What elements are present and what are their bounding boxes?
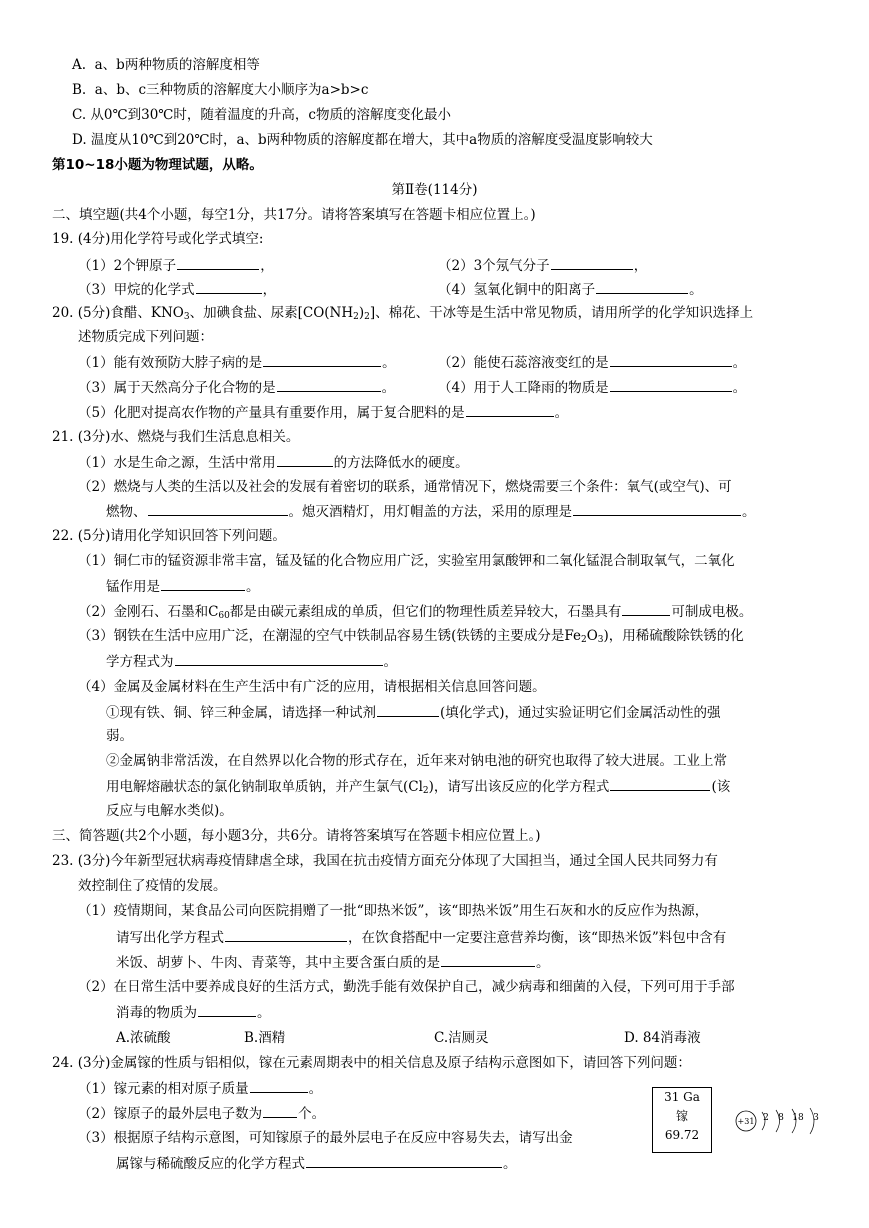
- answer-blank[interactable]: [610, 776, 710, 791]
- q20-part5: [78, 402, 568, 423]
- element-mass: 69.72: [664, 1128, 700, 1142]
- answer-blank[interactable]: [198, 1002, 256, 1017]
- q19-part2-text: （2）3个氖气分子: [438, 258, 550, 274]
- section2-heading: 二、填空题(共4个小题，每空1分，共17分。请将答案填写在答题卡相应位置上。): [52, 207, 536, 223]
- q19-part1: [78, 255, 274, 276]
- element-number-symbol: 31 Ga: [664, 1090, 700, 1104]
- q20-stem-text: 、加碘食盐、尿素[CO(NH: [189, 305, 354, 321]
- answer-blank[interactable]: [441, 952, 535, 967]
- shell-electrons: 8: [778, 1113, 784, 1123]
- q22-part3-text: )，用稀硫酸除铁锈的化: [603, 628, 744, 644]
- q19-part3: [78, 279, 276, 300]
- q20-stem-text: 20. (5分)食醋、KNO: [52, 305, 184, 321]
- subscript: 2: [422, 786, 429, 796]
- punct: ，: [262, 282, 277, 298]
- punct: 。: [246, 579, 260, 595]
- shell-electrons: 2: [763, 1113, 769, 1123]
- q20-part4-text: （4）用于人工降雨的物质是: [438, 380, 609, 396]
- q19-part2: [438, 255, 647, 276]
- punct: ，: [633, 258, 648, 274]
- q24-part2: [78, 1103, 325, 1124]
- answer-blank[interactable]: [225, 927, 347, 942]
- q23-option-a: A.浓硫酸: [116, 1030, 171, 1046]
- q23-part1-text: ，在饮食搭配中一定要注意营养均衡，该“即热米饭”料包中含有: [348, 930, 727, 946]
- q20-stem-cont: 述物质完成下列问题：: [78, 329, 213, 345]
- answer-blank[interactable]: [148, 501, 288, 516]
- subscript: 2: [364, 312, 370, 322]
- q23-option-b: B.酒精: [244, 1030, 286, 1046]
- q21-stem: 21. (3分)水、燃烧与我们生活息息相关。: [52, 429, 300, 445]
- punct: 。: [742, 504, 756, 520]
- q22-part3-text: （3）钢铁在生活中应用广泛，在潮湿的空气中铁制品容易生锈(铁锈的主要成分是Fe: [78, 628, 581, 644]
- shell-electrons: 3: [813, 1113, 819, 1123]
- q9-option-d: D. 温度从10℃到20℃时，a、b两种物质的溶解度都在增大，其中a物质的溶解度受温度影响较大: [72, 132, 653, 148]
- q23-part1-text: 请写出化学方程式: [116, 930, 224, 946]
- q9-option-c: C. 从0℃到30℃时，随着温度的升高，c物质的溶解度变化最小: [72, 107, 451, 123]
- q20-part1: [78, 352, 396, 373]
- subscript: 60: [218, 611, 230, 621]
- answer-blank[interactable]: [263, 352, 381, 367]
- punct: 。: [732, 380, 747, 396]
- q22-part4-2-cont: [106, 776, 730, 797]
- q21-part1-text: （1）水是生命之源，生活中常用: [78, 455, 276, 471]
- element-name: 镓: [675, 1109, 688, 1123]
- q21-part2: （2）燃烧与人类的生活以及社会的发展有着密切的联系，通常情况下，燃烧需要三个条件：氧气(或空气)、可: [78, 479, 732, 495]
- answer-blank[interactable]: [177, 255, 259, 270]
- nucleus-charge: +31: [737, 1117, 755, 1126]
- q23-stem-cont: 效控制住了疫情的发展。: [78, 878, 227, 894]
- answer-blank[interactable]: [161, 576, 245, 591]
- q19-part4-text: （4）氢氧化铜中的阳离子: [438, 282, 596, 298]
- q24-part3-cont: [116, 1153, 517, 1174]
- q20-stem-text: ): [358, 305, 365, 321]
- q22-part2-text: 可制成电极。: [671, 604, 753, 620]
- q22-part3: [78, 626, 744, 646]
- q24-part2-text: 个。: [298, 1106, 326, 1122]
- punct: 。: [503, 1156, 517, 1172]
- punct: 。: [308, 1081, 323, 1097]
- q23-part1-cont: [116, 927, 726, 948]
- subscript: 2: [580, 635, 587, 645]
- answer-blank[interactable]: [573, 501, 741, 516]
- q22-part2: [78, 601, 752, 622]
- q22-part4-2-end: 反应与电解水类似)。: [106, 803, 233, 819]
- q24-part3-text: 属镓与稀硫酸反应的化学方程式: [116, 1156, 305, 1172]
- subscript: 2: [353, 312, 359, 322]
- q22-part4-text: (填化学式)，通过实验证明它们金属活动性的强: [440, 705, 721, 721]
- q22-part3-text: O: [586, 628, 598, 644]
- shell-electrons: 18: [792, 1113, 804, 1123]
- answer-blank[interactable]: [277, 452, 333, 467]
- q22-part4-1-cont: 弱。: [106, 728, 133, 744]
- answer-blank[interactable]: [175, 651, 383, 666]
- answer-blank[interactable]: [466, 402, 554, 417]
- q23-part1-end: [116, 952, 550, 973]
- q22-part4-text: ①现有铁、铜、锌三种金属，请选择一种试剂: [106, 705, 376, 721]
- q9-option-b: B. a、b、c三种物质的溶解度大小顺序为a>b>c: [72, 82, 369, 98]
- q20-part3-text: （3）属于天然高分子化合物的是: [78, 380, 276, 396]
- answer-blank[interactable]: [263, 1103, 297, 1118]
- punct: 。: [554, 405, 569, 421]
- q20-stem: [52, 303, 753, 323]
- q21-part2-cont: [106, 501, 756, 522]
- punct: 。: [536, 955, 550, 971]
- q9-option-a: A. a、b两种物质的溶解度相等: [72, 57, 260, 73]
- subscript: 3: [597, 635, 604, 645]
- punct: 。: [383, 654, 397, 670]
- punct: 。: [382, 355, 396, 371]
- q23-part2-cont: [116, 1002, 271, 1023]
- q24-stem: 24. (3分)金属镓的性质与铝相似，镓在元素周期表中的相关信息及原子结构示意图如下，请回答下列问题：: [52, 1055, 691, 1071]
- q22-part2-text: （2）金刚石、石墨和C: [78, 604, 219, 620]
- q22-part4: （4）金属及金属材料在生产生活中有广泛的应用，请根据相关信息回答问题。: [78, 679, 546, 695]
- answer-blank[interactable]: [610, 352, 732, 367]
- q22-part4-1: [106, 702, 721, 723]
- q20-part5-text: （5）化肥对提高农作物的产量具有重要作用，属于复合肥料的是: [78, 405, 465, 421]
- q21-part1-text: 的方法降低水的硬度。: [333, 455, 469, 471]
- q22-part2-text: 都是由碳元素组成的单质，但它们的物理性质差异较大，石墨具有: [229, 604, 622, 620]
- q22-part3-text: 学方程式为: [106, 654, 174, 670]
- q24-part1-text: （1）镓元素的相对原子质量: [78, 1081, 249, 1097]
- q19-part4: [438, 279, 703, 300]
- section3-heading: 三、简答题(共2个小题，每小题3分，共6分。请将答案填写在答题卡相应位置上。): [52, 828, 541, 844]
- q20-part1-text: （1）能有效预防大脖子病的是: [78, 355, 263, 371]
- answer-blank[interactable]: [377, 702, 439, 717]
- q21-part2-text: 。熄灭酒精灯，用灯帽盖的方法，采用的原理是: [288, 504, 572, 520]
- answer-blank[interactable]: [306, 1153, 502, 1168]
- q20-part4: [438, 377, 746, 398]
- q20-part2: [438, 352, 746, 373]
- q23-part1: （1）疫情期间，某食品公司向医院捐赠了一批“即热米饭”，该“即热米饭”用生石灰和水的反应作为热源，: [78, 903, 709, 919]
- part2-title: 第Ⅱ卷(114分): [391, 182, 478, 198]
- subscript: 3: [183, 312, 190, 322]
- q22-part1-cont: [106, 576, 260, 597]
- answer-blank[interactable]: [250, 1078, 308, 1093]
- q22-part4-2: ②金属钠非常活泼，在自然界以化合物的形式存在，近年来对钠电池的研究也取得了较大进展。工业上常: [106, 753, 727, 769]
- q24-part1: [78, 1078, 322, 1099]
- q20-part3: [78, 377, 395, 398]
- q19-part1-text: （1）2个钾原子: [78, 258, 177, 274]
- q22-part4-text: )，请写出该反应的化学方程式: [428, 779, 610, 795]
- periodic-table-cell: [652, 1087, 712, 1153]
- q22-part1: （1）铜仁市的锰资源非常丰富，锰及锰的化合物应用广泛，实验室用氯酸钾和二氧化锰混合制取氧气，二氧化: [78, 553, 735, 569]
- q24-part2-text: （2）镓原子的最外层电子数为: [78, 1106, 263, 1122]
- q23-option-d: D. 84消毒液: [624, 1030, 701, 1046]
- q19-part3-text: （3）甲烷的化学式: [78, 282, 195, 298]
- punct: ，: [260, 258, 274, 274]
- atom-structure-diagram: [732, 1104, 842, 1138]
- answer-blank[interactable]: [196, 279, 262, 294]
- answer-blank[interactable]: [596, 279, 688, 294]
- q23-part2-text: 消毒的物质为: [116, 1005, 197, 1021]
- q20-part2-text: （2）能使石蕊溶液变红的是: [438, 355, 609, 371]
- q19-stem: 19. (4分)用化学符号或化学式填空:: [52, 231, 264, 247]
- q23-part1-text: 米饭、胡萝卜、牛肉、青菜等，其中主要含蛋白质的是: [116, 955, 440, 971]
- physics-omitted-note: 第10~18小题为物理试题，从略。: [52, 157, 263, 173]
- punct: 。: [257, 1005, 271, 1021]
- q22-part4-text: (该: [711, 779, 731, 795]
- punct: 。: [732, 355, 747, 371]
- q23-part2: （2）在日常生活中要养成良好的生活方式，勤洗手能有效保护自己，减少病毒和细菌的入侵，下列可用于手部: [78, 979, 735, 995]
- q22-part3-cont: [106, 651, 397, 672]
- answer-blank[interactable]: [622, 601, 670, 616]
- q22-part1-text: 锰作用是: [106, 579, 160, 595]
- answer-blank[interactable]: [277, 377, 381, 392]
- q24-part3: （3）根据原子结构示意图，可知镓原子的最外层电子在反应中容易失去，请写出金: [78, 1130, 573, 1146]
- answer-blank[interactable]: [610, 377, 732, 392]
- q21-part1: [78, 452, 469, 473]
- q23-stem: 23. (3分)今年新型冠状病毒疫情肆虐全球，我国在抗击疫情方面充分体现了大国担当，通过全国人民共同努力有: [52, 853, 718, 869]
- q22-part4-text: 用电解熔融状态的氯化钠制取单质钠，并产生氯气(Cl: [106, 779, 423, 795]
- punct: 。: [689, 282, 703, 298]
- q21-part2-text: 燃物、: [106, 504, 147, 520]
- q23-option-c: C.洁厕灵: [434, 1030, 489, 1046]
- answer-blank[interactable]: [551, 255, 633, 270]
- q20-stem-text: ]、棉花、干冰等是生活中常见物质，请用所学的化学知识选择上: [369, 305, 754, 321]
- q22-stem: 22. (5分)请用化学知识回答下列问题。: [52, 528, 286, 544]
- punct: 。: [381, 380, 396, 396]
